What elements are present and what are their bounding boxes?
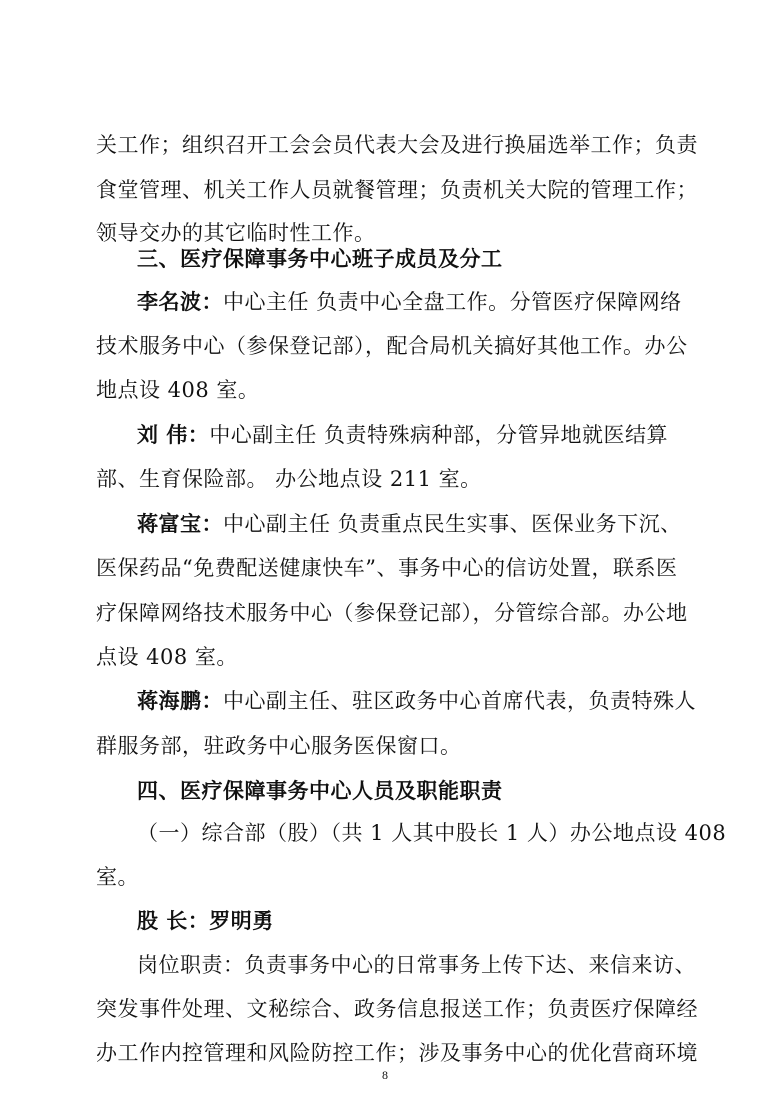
member-name: 刘 伟： bbox=[137, 423, 210, 447]
text-line: 地点设 408 室。 bbox=[96, 378, 260, 402]
section-heading: 三、医疗保障事务中心班子成员及分工 bbox=[137, 247, 503, 271]
text-line: 岗位职责：负责事务中心的日常事务上传下达、来信来访、 bbox=[137, 953, 696, 977]
text-line: 突发事件处理、文秘综合、政务信息报送工作；负责医疗保障经 bbox=[96, 997, 698, 1021]
text-line: 部、生育保险部。 办公地点设 211 室。 bbox=[96, 467, 482, 491]
member-entry bbox=[137, 686, 696, 716]
page-number: 8 bbox=[382, 1068, 388, 1082]
member-duty: 中心副主任 负责特殊病种部，分管异地就医结算 bbox=[209, 423, 668, 447]
member-entry bbox=[137, 509, 682, 539]
text-line: 领导交办的其它临时性工作。 bbox=[96, 221, 376, 245]
text-line: 群服务部，驻政务中心服务医保窗口。 bbox=[96, 734, 462, 758]
member-name: 蒋富宝： bbox=[137, 512, 223, 536]
text-line: 关工作；组织召开工会会员代表大会及进行换届选举工作；负责 bbox=[96, 133, 698, 157]
subsection-title: （一）综合部（股）（共 1 人其中股长 1 人）办公地点设 408 bbox=[137, 821, 727, 845]
text-line: 办工作内控管理和风险防控工作；涉及事务中心的优化营商环境 bbox=[96, 1041, 698, 1065]
member-entry bbox=[137, 287, 682, 317]
member-duty: 中心副主任、驻区政务中心首席代表，负责特殊人 bbox=[223, 689, 696, 713]
member-duty: 中心主任 负责中心全盘工作。分管医疗保障网络 bbox=[223, 290, 682, 314]
text-line: 医保药品“免费配送健康快车”、事务中心的信访处置，联系医 bbox=[96, 556, 678, 580]
member-name: 蒋海鹏： bbox=[137, 689, 223, 713]
text-line: 技术服务中心（参保登记部），配合局机关搞好其他工作。办公 bbox=[96, 334, 688, 358]
chief-label: 股 长：罗明勇 bbox=[137, 909, 274, 933]
member-name: 李名波： bbox=[137, 290, 223, 314]
text-line: 点设 408 室。 bbox=[96, 645, 238, 669]
text-line: 食堂管理、机关工作人员就餐管理；负责机关大院的管理工作； bbox=[96, 178, 698, 202]
text-line: 疗保障网络技术服务中心（参保登记部），分管综合部。办公地 bbox=[96, 601, 688, 625]
member-entry bbox=[137, 420, 677, 450]
member-duty: 中心副主任 负责重点民生实事、医保业务下沉、 bbox=[223, 512, 682, 536]
section-heading: 四、医疗保障事务中心人员及职能职责 bbox=[137, 779, 503, 803]
text-line: 室。 bbox=[96, 865, 139, 889]
